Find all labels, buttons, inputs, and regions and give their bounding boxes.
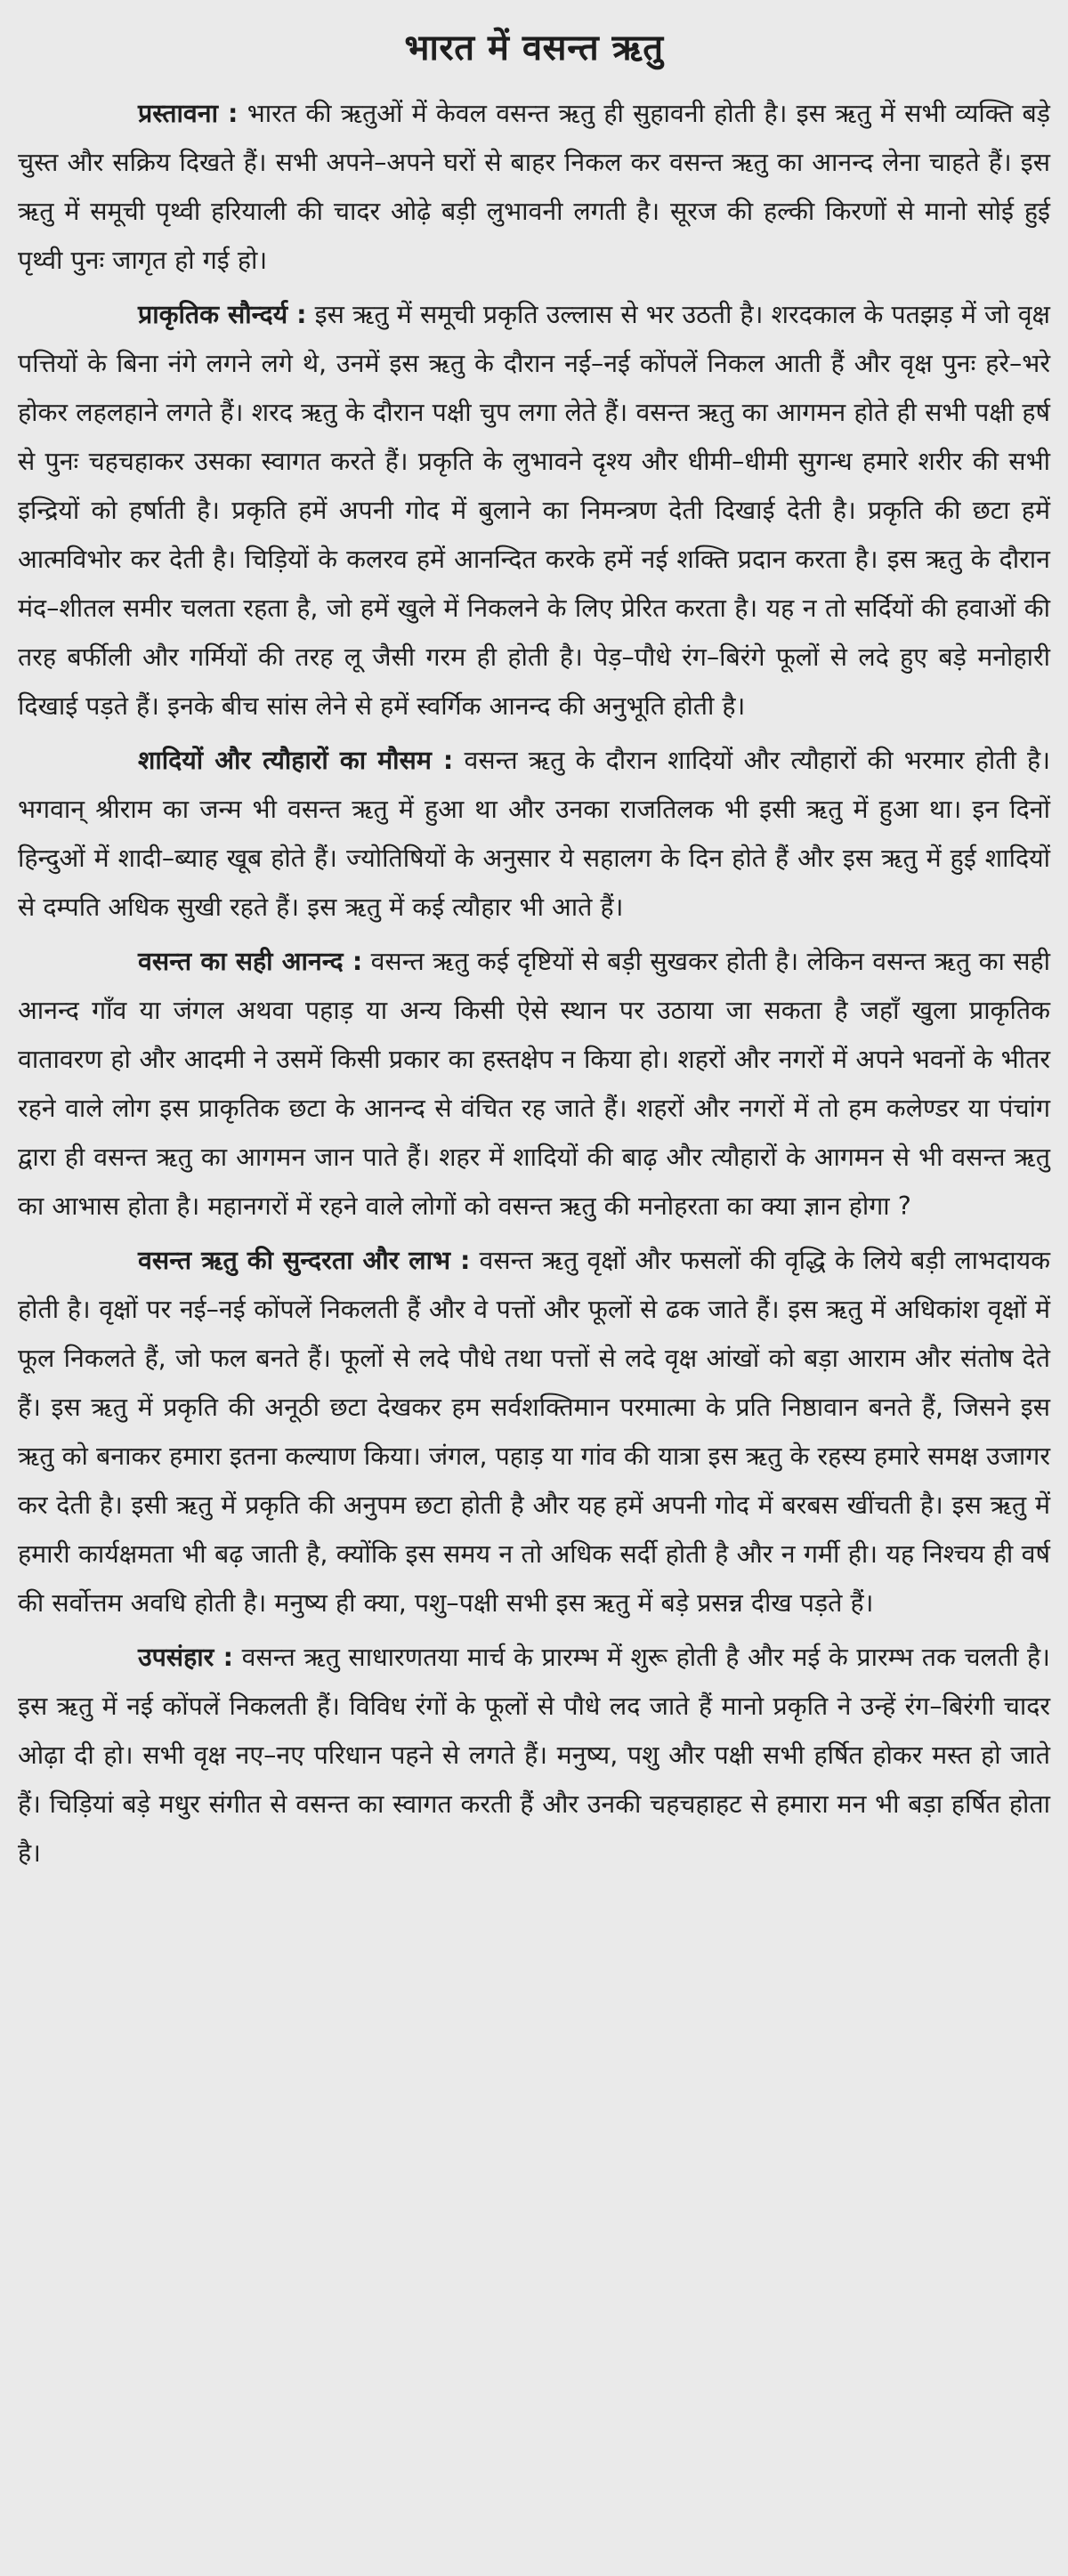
section-true-joy xyxy=(18,937,1050,1231)
essay-title: भारत में वसन्त ऋतु xyxy=(404,28,664,69)
section-heading: उपसंहार : xyxy=(138,1643,234,1672)
section-heading: वसन्त ऋतु की सुन्दरता और लाभ : xyxy=(138,1246,471,1275)
section-text: वसन्त ऋतु कई दृष्टियों से बड़ी सुखकर होती है। लेकिन वसन्त ऋतु का सही आनन्द गाँव या जंगल अथवा पहाड़ या अन्य किसी ऐसे स्थान पर उठाया जा सकता है जहाँ खुला प्राकृतिक वातावरण हो और आदमी ने उसमें किसी प्रकार का हस्तक्षेप न किया हो। शहरों और नगरों में अपने भवनों के भीतर रहने वाले लोग इस प्राकृतिक छटा के आनन्द से वंचित रह जाते हैं। शहरों और नगरों में तो हम कलेण्डर या पंचांग द्वारा ही वसन्त ऋतु का आगमन जान पाते हैं। शहर में शादियों की बाढ़ और त्यौहारों के आगमन से भी वसन्त ऋतु का आभास होता है। महानगरों में रहने वाले लोगों को वसन्त ऋतु की मनोहरता का क्या ज्ञान होगा ? xyxy=(18,947,1051,1221)
section-natural-beauty xyxy=(18,290,1050,731)
section-text: वसन्त ऋतु के दौरान शादियों और त्यौहारों की भरमार होती है। भगवान् श्रीराम का जन्म भी वसन्त ऋतु में हुआ था और उनका राजतिलक भी इसी ऋतु में हुआ था। इन दिनों हिन्दुओं में शादी–ब्याह खूब होते हैं। ज्योतिषियों के अनुसार ये सहालग के दिन होते हैं और इस ऋतु में हुई शादियों से दम्पति अधिक सुखी रहते हैं। इस ऋतु में कई त्यौहार भी आते हैं। xyxy=(18,746,1050,922)
section-heading: शादियों और त्यौहारों का मौसम : xyxy=(138,746,454,775)
section-heading: वसन्त का सही आनन्द : xyxy=(138,947,363,976)
section-beauty-benefits xyxy=(18,1236,1050,1627)
section-text: वसन्त ऋतु साधारणतया मार्च के प्रारम्भ में शुरू होती है और मई के प्रारम्भ तक चलती है। इस ऋतु में नई कोंपलें निकलती हैं। विविध रंगों के फूलों से पौधे लद जाते हैं मानो प्रकृति ने उन्हें रंग–बिरंगी चादर ओढ़ा दी हो। सभी वृक्ष नए–नए परिधान पहने से लगते हैं। मनुष्य, पशु और पक्षी सभी हर्षित होकर मस्त हो जाते हैं। चिड़ियां बड़े मधुर संगीत से वसन्त का स्वागत करती हैं और उनकी चहचहाहट से हमारा मन भी बड़ा हर्षित होता है। xyxy=(18,1643,1050,1868)
section-heading: प्राकृतिक सौन्दर्य : xyxy=(138,300,307,329)
section-text: इस ऋतु में समूची प्रकृति उल्लास से भर उठती है। शरदकाल के पतझड़ में जो वृक्ष पत्तियों के बिना नंगे लगने लगे थे, उनमें इस ऋतु के दौरान नई–नई कोंपलें निकल आती हैं और वृक्ष पुनः हरे–भरे होकर लहलहाने लगते हैं। शरद ऋतु के दौरान पक्षी चुप लगा लेते हैं। वसन्त ऋतु का आगमन होते ही सभी पक्षी हर्ष से पुनः चहचहाकर उसका स्वागत करते हैं। प्रकृति के लुभावने दृश्य और धीमी–धीमी सुगन्ध हमारे शरीर की सभी इन्द्रियों को हर्षाती है। प्रकृति हमें अपनी गोद में बुलाने का निमन्त्रण देती दिखाई देती है। प्रकृति की छटा हमें आत्मविभोर कर देती है। चिड़ियों के कलरव हमें आनन्दित करके हमें नई शक्ति प्रदान करता है। इस ऋतु के दौरान मंद–शीतल समीर चलता रहता है, जो हमें खुले में निकलने के लिए प्रेरित करता है। यह न तो सर्दियों की हवाओं की तरह बर्फीली और गर्मियों की तरह लू जैसी गरम ही होती है। पेड़–पौधे रंग–बिरंगे फूलों से लदे हुए बड़े मनोहारी दिखाई पड़ते हैं। इनके बीच सांस लेने से हमें स्वर्गिक आनन्द की अनुभूति होती है। xyxy=(18,300,1050,721)
section-heading: प्रस्तावना : xyxy=(138,99,239,128)
section-text: वसन्त ऋतु वृक्षों और फसलों की वृद्धि के लिये बड़ी लाभदायक होती है। वृक्षों पर नई–नई कोंपलें निकलती हैं और वे पत्तों और फूलों से ढक जाते हैं। इस ऋतु में अधिकांश वृक्षों में फूल निकलते हैं, जो फल बनते हैं। फूलों से लदे पौधे तथा पत्तों से लदे वृक्ष आंखों को बड़ा आराम और संतोष देते हैं। इस ऋतु में प्रकृति की अनूठी छटा देखकर हम सर्वशक्तिमान परमात्मा के प्रति निष्ठावान बनते हैं, जिसने इस ऋतु को बनाकर हमारा इतना कल्याण किया। जंगल, पहाड़ या गांव की यात्रा इस ऋतु के रहस्य हमारे समक्ष उजागर कर देती है। इसी ऋतु में प्रकृति की अनुपम छटा होती है और यह हमें अपनी गोद में बरबस खींचती है। इस ऋतु में हमारी कार्यक्षमता भी बढ़ जाती है, क्योंकि इस समय न तो अधिक सर्दी होती है और न गर्मी ही। यह निश्चय ही वर्ष की सर्वोत्तम अवधि होती है। मनुष्य ही क्या, पशु–पक्षी सभी इस ऋतु में बड़े प्रसन्न दीख पड़ते हैं। xyxy=(18,1246,1050,1618)
section-conclusion xyxy=(18,1633,1050,1877)
section-weddings-festivals xyxy=(18,736,1050,932)
section-introduction xyxy=(18,89,1050,285)
section-text: भारत की ऋतुओं में केवल वसन्त ऋतु ही सुहावनी होती है। इस ऋतु में सभी व्यक्ति बड़े चुस्त और सक्रिय दिखते हैं। सभी अपने–अपने घरों से बाहर निकल कर वसन्त ऋतु का आनन्द लेना चाहते हैं। इस ऋतु में समूची पृथ्वी हरियाली की चादर ओढ़े बड़ी लुभावनी लगती है। सूरज की हल्की किरणों से मानो सोई हुई पृथ्वी पुनः जागृत हो गई हो। xyxy=(18,99,1051,275)
